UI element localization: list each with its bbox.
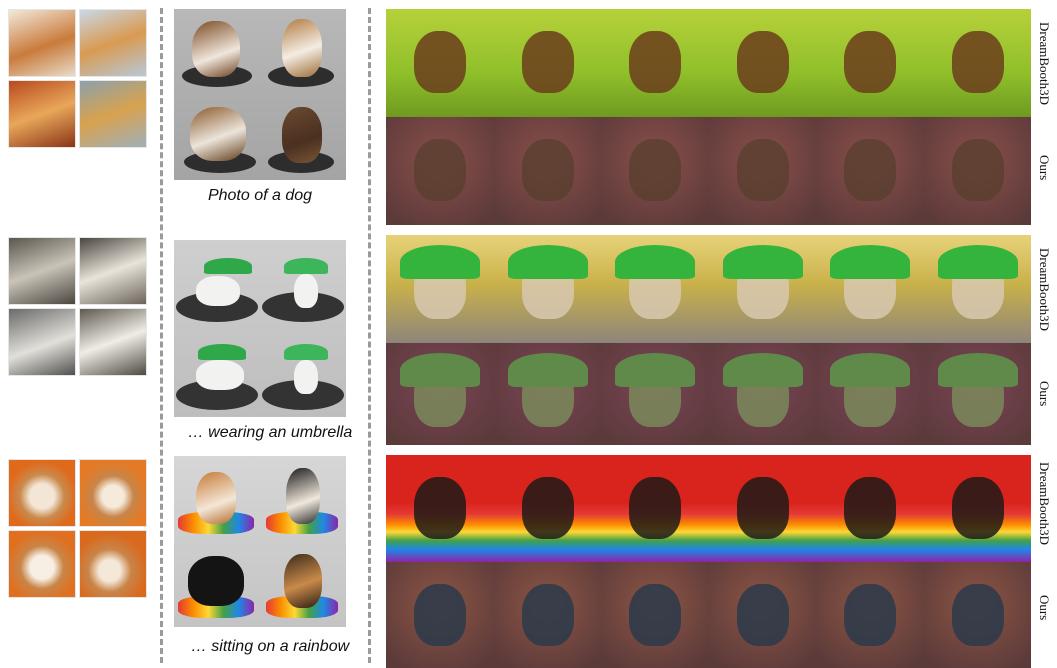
dog-figure [522,31,574,93]
input-photo [8,459,76,527]
dreambooth-view [494,455,602,562]
umbrella-figure [830,245,910,279]
dog-figure [737,139,789,201]
input-photo [79,459,147,527]
render-dog [192,21,240,77]
dreambooth-view [386,235,494,343]
render-panel-dog [174,9,346,180]
dog-figure [522,477,574,539]
dog-figure [737,477,789,539]
umbrella-figure [830,353,910,387]
umbrella-figure [723,353,803,387]
dog-figure [629,139,681,201]
umbrella-figure [508,245,588,279]
ours-view [494,562,602,668]
input-photo [79,530,147,598]
ours-view [601,117,709,225]
dog-figure [844,477,896,539]
umbrella-figure [938,353,1018,387]
input-photo [8,9,76,77]
input-photo [8,530,76,598]
render-panel-rainbow [174,456,346,627]
dog-figure [952,584,1004,646]
render-umbrella [284,344,328,360]
dreambooth-view [601,235,709,343]
caption-wearing-an-umbrella: … wearing an umbrella [187,424,353,441]
ours-view [816,117,924,225]
render-dog [284,554,322,608]
render-dog [196,472,236,524]
input-photo [79,9,147,77]
dog-figure [629,584,681,646]
dreambooth-view [494,9,602,117]
render-dog [196,360,244,390]
dog-figure [844,31,896,93]
row-label-ours-3: Ours [1037,595,1052,621]
dreambooth-view [386,9,494,117]
dreambooth-view [386,455,494,562]
umbrella-figure [938,245,1018,279]
dog-figure [952,139,1004,201]
ours-view [816,562,924,668]
umbrella-figure [400,353,480,387]
ours-view [386,562,494,668]
dog-figure [414,139,466,201]
input-photo [8,80,76,148]
render-umbrella [198,344,246,360]
ours-view [924,117,1032,225]
umbrella-figure [400,245,480,279]
ours-view [494,343,602,445]
render-dog [282,19,322,77]
dreambooth-view [709,235,817,343]
row-label-dreambooth-1: DreamBooth3D [1037,22,1052,106]
ours-view [816,343,924,445]
render-dog [294,274,318,308]
render-umbrella [284,258,328,274]
dog-figure [844,139,896,201]
umbrella-figure [723,245,803,279]
dog-figure [414,584,466,646]
render-dog [286,468,320,524]
dog-figure [522,584,574,646]
dreambooth-view [494,235,602,343]
ours-view [709,562,817,668]
render-panel-umbrella [174,240,346,417]
dreambooth-view [924,455,1032,562]
dreambooth-view [924,235,1032,343]
render-dog [294,360,318,394]
dog-figure [414,477,466,539]
dog-figure [952,31,1004,93]
caption-photo-of-a-dog: Photo of a dog [207,187,313,204]
dog-figure [414,31,466,93]
row-label-dreambooth-3: DreamBooth3D [1037,462,1052,546]
ours-view [709,343,817,445]
ours-view [924,343,1032,445]
render-dog [190,107,246,161]
separator-right [368,8,371,663]
dreambooth-view [816,455,924,562]
dog-figure [522,139,574,201]
row-label-ours-2: Ours [1037,381,1052,407]
ours-view [709,117,817,225]
ours-view [601,343,709,445]
umbrella-figure [615,245,695,279]
ours-view [601,562,709,668]
render-umbrella [204,258,252,274]
dog-figure [952,477,1004,539]
dreambooth-view [709,455,817,562]
row-label-dreambooth-2: DreamBooth3D [1037,248,1052,332]
dog-figure [629,477,681,539]
ours-view [386,343,494,445]
dreambooth-view [709,9,817,117]
dog-figure [737,31,789,93]
dog-figure [737,584,789,646]
row-label-ours-1: Ours [1037,155,1052,181]
dreambooth-view [924,9,1032,117]
ours-view [386,117,494,225]
caption-sitting-on-a-rainbow: … sitting on a rainbow [190,638,350,655]
input-photo [79,308,147,376]
input-photo [8,237,76,305]
ours-view [924,562,1032,668]
ours-view [494,117,602,225]
dog-figure [844,584,896,646]
dreambooth-view [601,9,709,117]
input-photo [79,80,147,148]
render-dog [282,107,322,163]
render-dog [196,276,240,306]
separator-left [160,8,163,663]
render-dog [188,556,244,606]
umbrella-figure [508,353,588,387]
dreambooth-view [601,455,709,562]
dreambooth-view [816,9,924,117]
input-photo [8,308,76,376]
input-photo [79,237,147,305]
umbrella-figure [615,353,695,387]
dreambooth-view [816,235,924,343]
dog-figure [629,31,681,93]
